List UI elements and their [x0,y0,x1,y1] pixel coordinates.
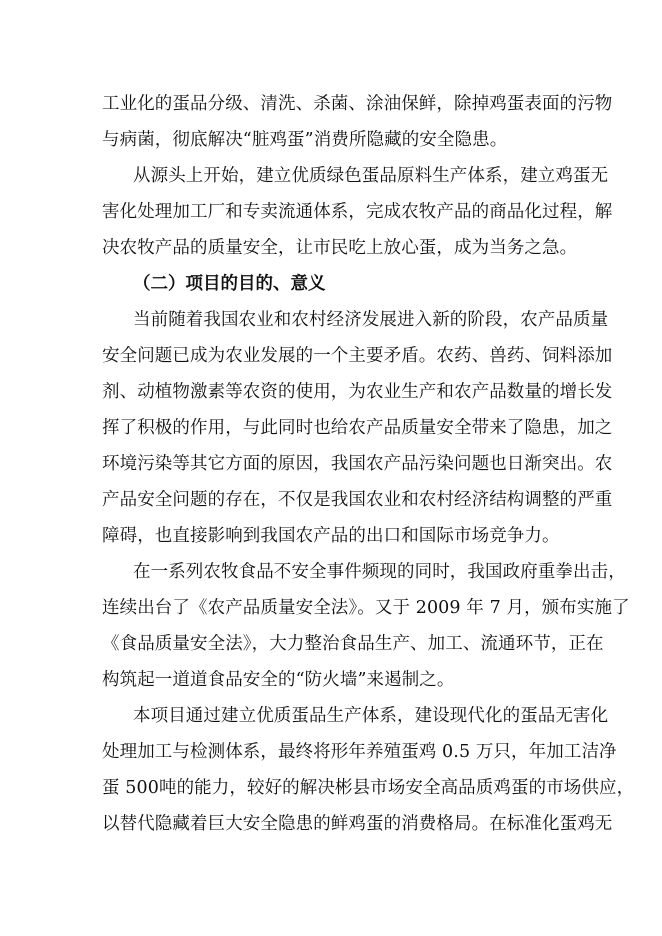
paragraph-line: 障碍，也直接影响到我国农产品的出口和国际市场竞争力。 [102,526,560,546]
paragraph-line: 决农牧产品的质量安全，让市民吃上放心蛋，成为当务之急。 [102,238,578,258]
paragraph-line: 剂、动植物激素等农资的使用，为农业生产和农产品数量的增长发 [102,382,613,402]
paragraph-line: 《食品质量安全法》，大力整治食品生产、加工、流通环节，正在 [102,634,604,654]
paragraph-line: 在一系列农牧食品不安全事件频现的同时，我国政府重拳出击， [133,562,626,582]
paragraph-line: 以替代隐藏着巨大安全隐患的鲜鸡蛋的消费格局。在标准化蛋鸡无 [102,814,613,834]
paragraph-line: 处理加工与检测体系，最终将形年养殖蛋鸡 0.5 万只，年加工洁净 [102,742,617,762]
paragraph-line: 当前随着我国农业和农村经济发展进入新的阶段，农产品质量 [133,310,609,330]
paragraph-line: 工业化的蛋品分级、清洗、杀菌、涂油保鲜，除掉鸡蛋表面的污物 [102,94,613,114]
section-heading: （二）项目的目的、意义 [133,274,326,294]
paragraph-line: 害化处理加工厂和专卖流通体系，完成农牧产品的商品化过程，解 [102,202,613,222]
paragraph-line: 安全问题已成为农业发展的一个主要矛盾。农药、兽药、饲料添加 [102,346,613,366]
paragraph-line: 挥了积极的作用，与此同时也给农产品质量安全带来了隐患，加之 [102,418,613,438]
paragraph-line: 环境污染等其它方面的原因，我国农产品污染问题也日渐突出。农 [102,454,613,474]
paragraph-line: 与病菌，彻底解决“脏鸡蛋”消费所隐藏的安全隐患。 [102,130,508,150]
paragraph-line: 本项目通过建立优质蛋品生产体系，建设现代化的蛋品无害化 [133,706,609,726]
paragraph-line: 蛋 500吨的能力，较好的解决彬县市场安全高品质鸡蛋的市场供应， [102,778,635,798]
paragraph-line: 构筑起一道道食品安全的“防火墙”来遏制之。 [102,670,455,690]
paragraph-line: 从源头上开始，建立优质绿色蛋品原料生产体系，建立鸡蛋无 [133,166,609,186]
paragraph-line: 产品安全问题的存在，不仅是我国农业和农村经济结构调整的严重 [102,490,613,510]
paragraph-line: 连续出台了《农产品质量安全法》。又于 2009 年 7 月，颁布实施了 [102,598,630,618]
